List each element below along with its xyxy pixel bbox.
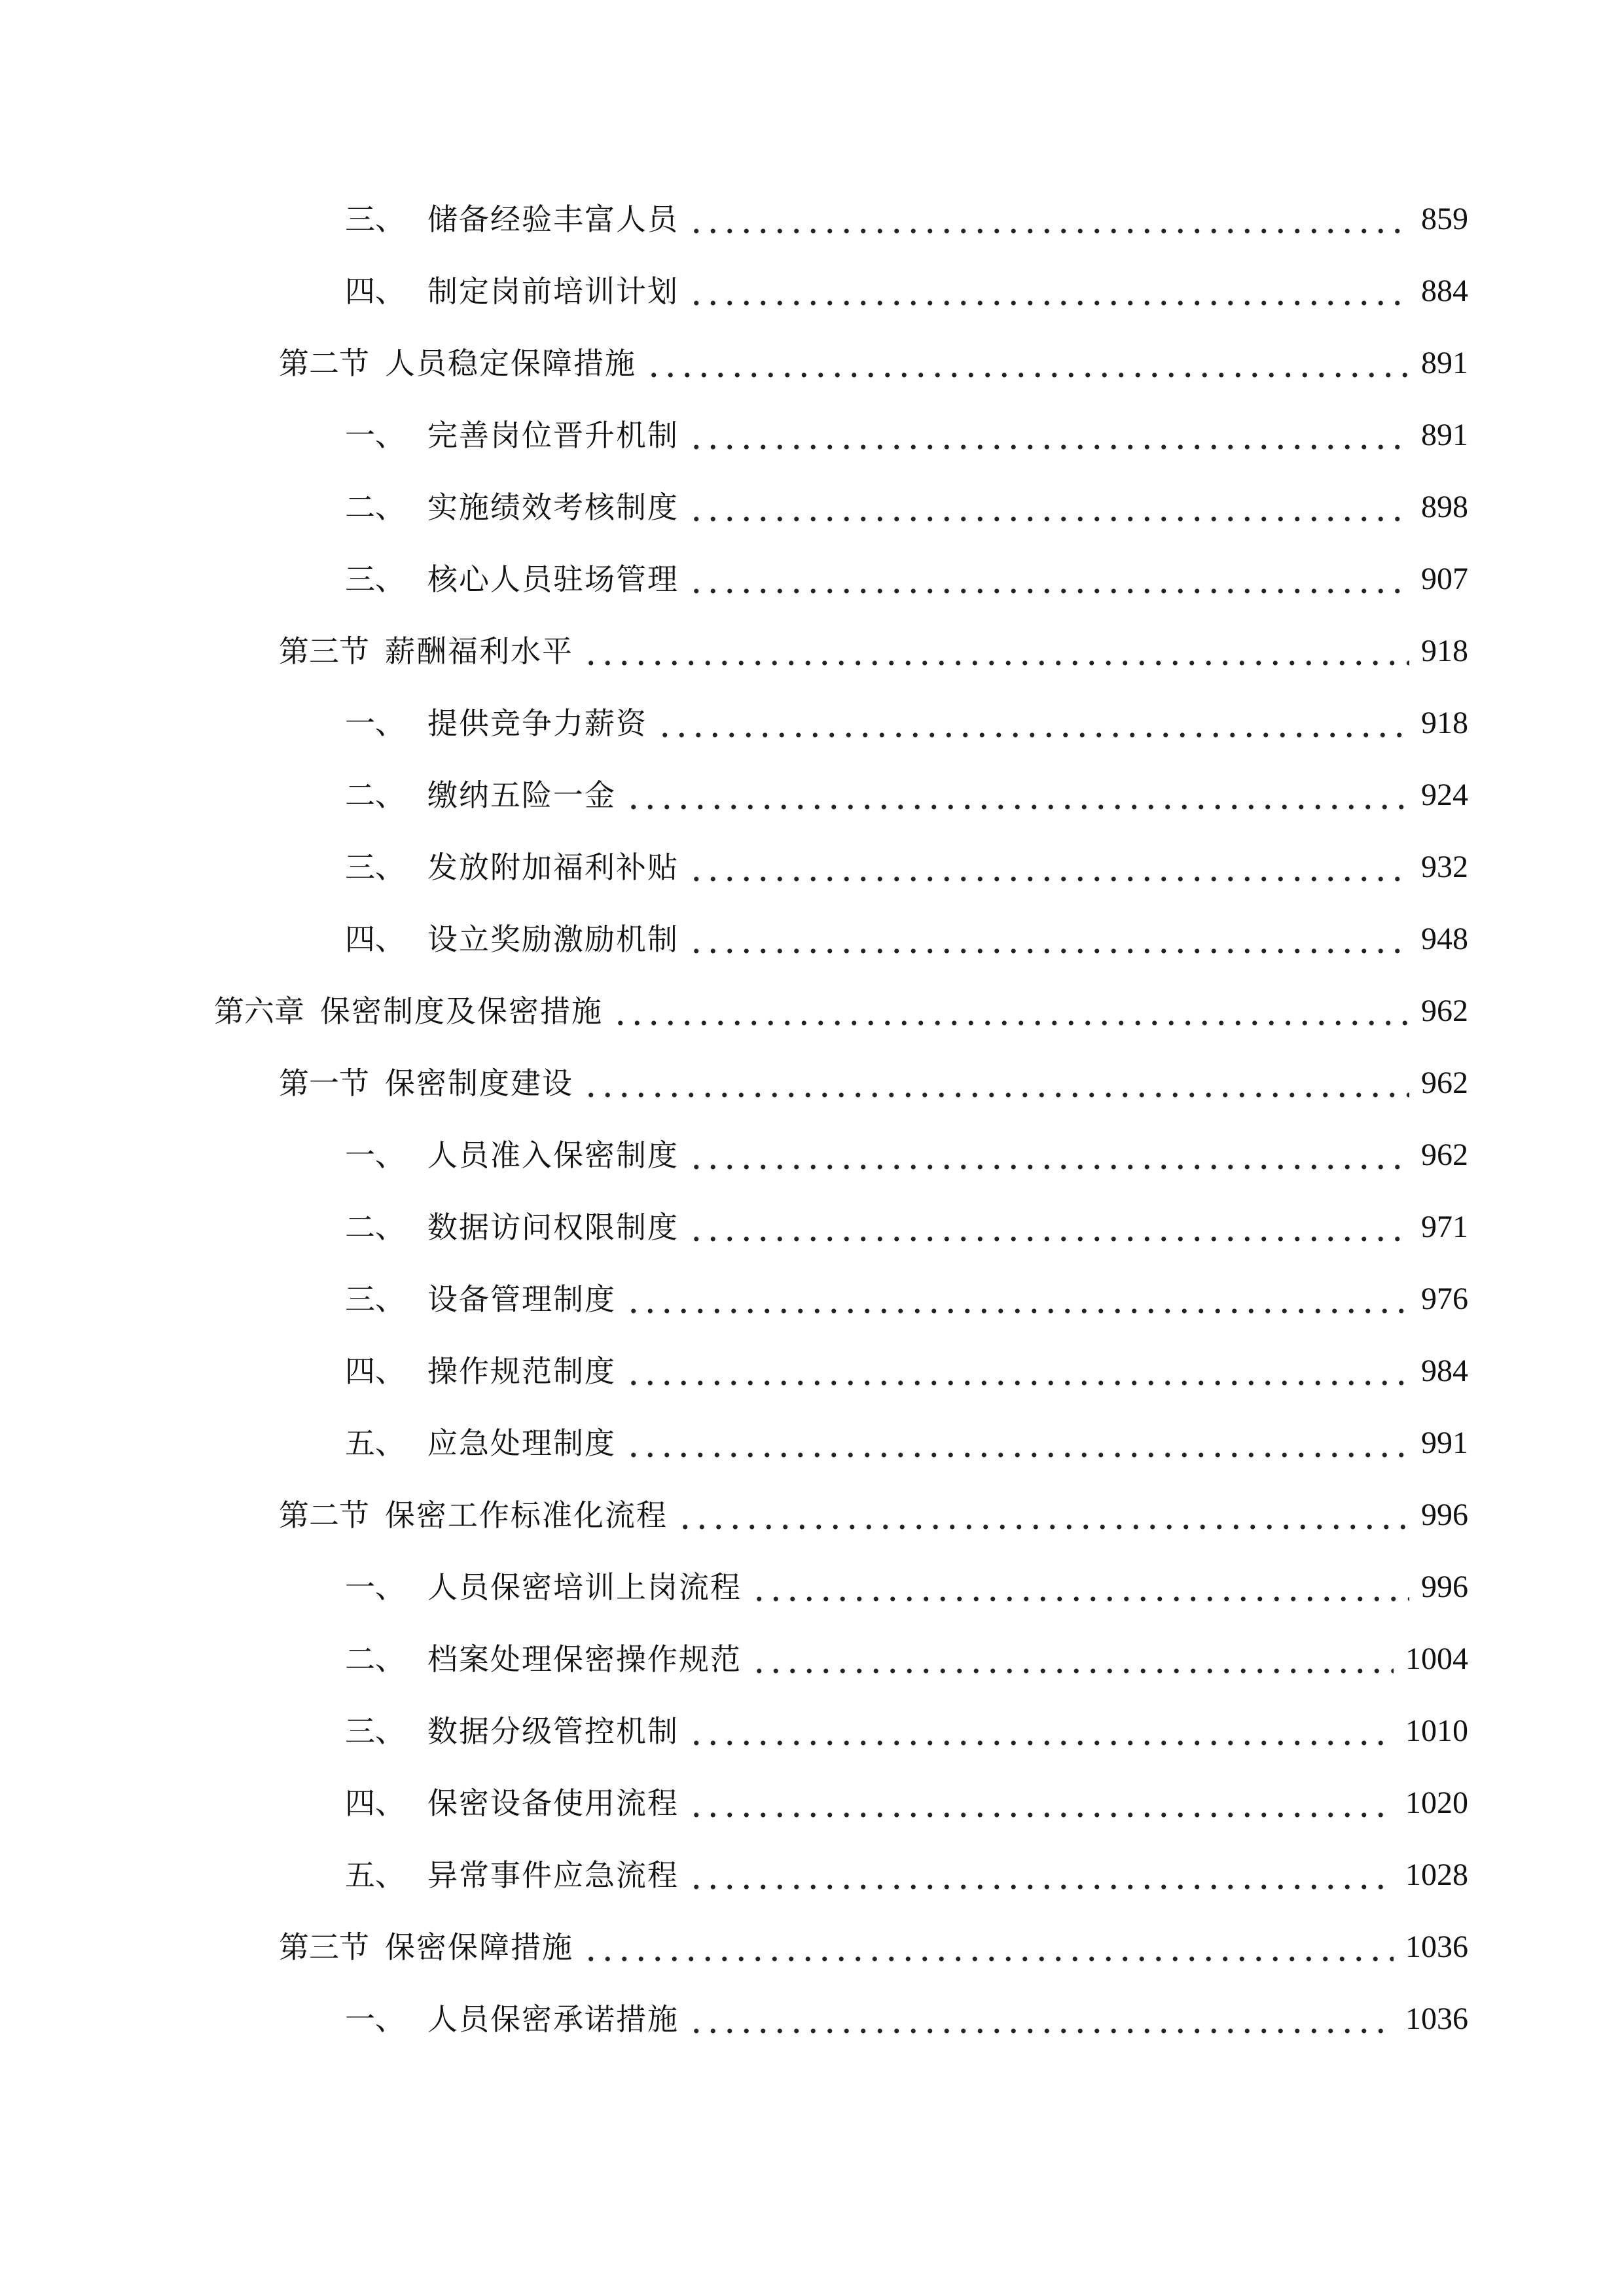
toc-entry-page: 918	[1421, 706, 1468, 740]
toc-entry-page: 996	[1421, 1498, 1468, 1532]
toc-entry-title: 发放附加福利补贴	[427, 850, 679, 885]
dot-leader	[688, 1777, 1394, 1829]
toc-entry[interactable]	[0, 337, 1624, 389]
toc-entry[interactable]	[0, 1921, 1624, 1973]
dot-leader	[677, 1489, 1409, 1541]
toc-entry-number: 一、	[345, 1138, 405, 1173]
toc-entry-number: 第三节	[279, 1929, 369, 1965]
toc-entry-number: 第一节	[279, 1066, 369, 1101]
toc-entry[interactable]	[0, 913, 1624, 965]
dot-leader	[688, 265, 1409, 317]
toc-entry-title: 人员保密承诺措施	[427, 2001, 679, 2037]
toc-entry[interactable]	[0, 1849, 1624, 1901]
toc-entry-page: 907	[1421, 562, 1468, 596]
toc-entry-title: 应急处理制度	[427, 1426, 616, 1461]
toc-entry[interactable]	[0, 697, 1624, 749]
toc-entry-number: 四、	[345, 274, 405, 309]
dot-leader	[625, 769, 1409, 821]
toc-entry-page: 932	[1421, 850, 1468, 884]
toc-entry-number: 三、	[345, 562, 405, 597]
toc-entry[interactable]	[0, 625, 1624, 677]
toc-entry-number: 五、	[345, 1426, 405, 1461]
toc-entry[interactable]	[0, 1417, 1624, 1469]
dot-leader	[688, 193, 1409, 245]
toc-entry-number: 五、	[345, 1857, 405, 1893]
toc-entry-title: 保密制度建设	[385, 1066, 573, 1101]
toc-entry-number: 四、	[345, 1354, 405, 1389]
dot-leader	[751, 1561, 1409, 1613]
toc-entry-number: 四、	[345, 1785, 405, 1821]
toc-entry-title: 制定岗前培训计划	[427, 274, 679, 309]
toc-entry-title: 操作规范制度	[427, 1354, 616, 1389]
toc-entry-page: 984	[1421, 1354, 1468, 1388]
toc-entry[interactable]	[0, 1777, 1624, 1829]
toc-entry-page: 1028	[1405, 1857, 1468, 1892]
dot-leader	[751, 1633, 1394, 1685]
dot-leader	[688, 409, 1409, 461]
toc-entry-title: 人员准入保密制度	[427, 1138, 679, 1173]
toc-entry-page: 996	[1421, 1570, 1468, 1604]
toc-entry-number: 二、	[345, 778, 405, 813]
toc-entry-title: 薪酬福利水平	[385, 634, 573, 669]
toc-entry-title: 人员保密培训上岗流程	[427, 1570, 742, 1605]
dot-leader	[688, 1129, 1409, 1181]
dot-leader	[657, 697, 1409, 749]
toc-entry-number: 三、	[345, 1282, 405, 1317]
toc-entry[interactable]	[0, 1273, 1624, 1325]
toc-entry[interactable]	[0, 1489, 1624, 1541]
toc-entry-page: 1036	[1405, 2001, 1468, 2036]
dot-leader	[688, 1849, 1394, 1901]
toc-entry[interactable]	[0, 841, 1624, 893]
toc-entry-title: 保密工作标准化流程	[385, 1498, 668, 1533]
toc-entry-page: 891	[1421, 418, 1468, 452]
toc-entry-title: 设备管理制度	[427, 1282, 616, 1317]
toc-entry-number: 一、	[345, 2001, 405, 2037]
dot-leader	[688, 553, 1409, 605]
toc-entry-title: 保密制度及保密措施	[320, 994, 603, 1029]
toc-entry-number: 第二节	[279, 346, 369, 381]
toc-entry-title: 异常事件应急流程	[427, 1857, 679, 1893]
toc-entry-number: 四、	[345, 922, 405, 957]
toc-entry-number: 一、	[345, 1570, 405, 1605]
toc-entry-number: 三、	[345, 1713, 405, 1749]
toc-entry-page: 971	[1421, 1210, 1468, 1244]
toc-entry-page: 859	[1421, 202, 1468, 236]
toc-entry[interactable]	[0, 1561, 1624, 1613]
dot-leader	[688, 1201, 1409, 1253]
dot-leader	[688, 1705, 1394, 1757]
toc-entry-title: 数据访问权限制度	[427, 1210, 679, 1245]
dot-leader	[625, 1345, 1409, 1397]
toc-entry-title: 保密保障措施	[385, 1929, 573, 1965]
toc-entry-page: 1004	[1405, 1641, 1468, 1676]
toc-entry[interactable]	[0, 769, 1624, 821]
toc-entry-page: 1036	[1405, 1929, 1468, 1964]
toc-entry-number: 三、	[345, 202, 405, 237]
toc-entry-title: 储备经验丰富人员	[427, 202, 679, 237]
toc-entry-page: 918	[1421, 634, 1468, 668]
toc-entry[interactable]	[0, 985, 1624, 1037]
dot-leader	[625, 1417, 1409, 1469]
toc-entry[interactable]	[0, 1129, 1624, 1181]
dot-leader	[583, 1057, 1409, 1109]
toc-entry-page: 948	[1421, 922, 1468, 956]
toc-entry[interactable]	[0, 1201, 1624, 1253]
toc-entry-title: 数据分级管控机制	[427, 1713, 679, 1749]
dot-leader	[688, 1993, 1394, 2045]
dot-leader	[688, 913, 1409, 965]
toc-entry-title: 缴纳五险一金	[427, 778, 616, 813]
toc-entry-page: 891	[1421, 346, 1468, 380]
toc-entry-title: 核心人员驻场管理	[427, 562, 679, 597]
toc-entry-number: 三、	[345, 850, 405, 885]
toc-entry-page: 962	[1421, 1066, 1468, 1100]
toc-entry[interactable]	[0, 265, 1624, 317]
dot-leader	[625, 1273, 1409, 1325]
toc-entry-page: 884	[1421, 274, 1468, 308]
toc-entry-page: 976	[1421, 1282, 1468, 1316]
dot-leader	[688, 841, 1409, 893]
toc-entry-number: 二、	[345, 490, 405, 525]
toc-entry[interactable]	[0, 1993, 1624, 2045]
toc-entry-number: 二、	[345, 1210, 405, 1245]
toc-entry-number: 第二节	[279, 1498, 369, 1533]
dot-leader	[688, 481, 1409, 533]
toc-entry-page: 898	[1421, 490, 1468, 524]
toc-entry-title: 实施绩效考核制度	[427, 490, 679, 525]
toc-entry-page: 991	[1421, 1426, 1468, 1460]
toc-entry-title: 完善岗位晋升机制	[427, 418, 679, 453]
toc-entry-title: 档案处理保密操作规范	[427, 1641, 742, 1677]
toc-entry-title: 设立奖励激励机制	[427, 922, 679, 957]
toc-entry[interactable]	[0, 1705, 1624, 1757]
toc-entry-title: 人员稳定保障措施	[385, 346, 636, 381]
toc-entry-page: 962	[1421, 1138, 1468, 1172]
toc-entry[interactable]	[0, 553, 1624, 605]
toc-entry-number: 一、	[345, 418, 405, 453]
toc-entry-page: 1020	[1405, 1785, 1468, 1820]
dot-leader	[583, 625, 1409, 677]
toc-entry-number: 第三节	[279, 634, 369, 669]
toc-entry[interactable]	[0, 193, 1624, 245]
toc-entry-page: 1010	[1405, 1713, 1468, 1748]
toc-entry[interactable]	[0, 1345, 1624, 1397]
toc-entry[interactable]	[0, 481, 1624, 533]
toc-entry-number: 二、	[345, 1641, 405, 1677]
toc-entry[interactable]	[0, 1057, 1624, 1109]
toc-entry-title: 保密设备使用流程	[427, 1785, 679, 1821]
toc-entry[interactable]	[0, 409, 1624, 461]
dot-leader	[583, 1921, 1394, 1973]
toc-entry-page: 924	[1421, 778, 1468, 812]
toc-entry-number: 第六章	[214, 994, 304, 1029]
toc-entry-number: 一、	[345, 706, 405, 741]
toc-entry-page: 962	[1421, 994, 1468, 1028]
toc-entry[interactable]	[0, 1633, 1624, 1685]
toc-entry-title: 提供竞争力薪资	[427, 706, 647, 741]
dot-leader	[612, 985, 1409, 1037]
dot-leader	[645, 337, 1409, 389]
